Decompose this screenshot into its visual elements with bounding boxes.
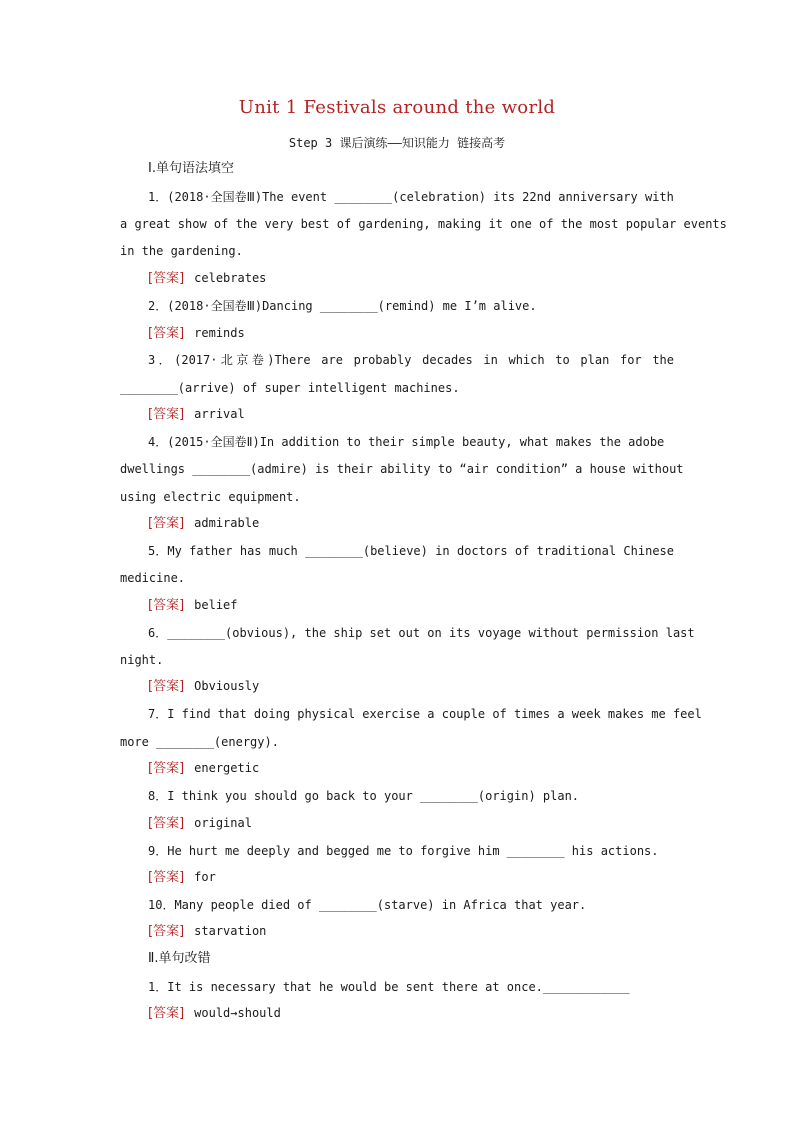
answer-value: arrival bbox=[194, 407, 245, 421]
answer-tag: [答案] bbox=[148, 679, 185, 694]
question-4-line-2: dwellings ________(admire) is their ability to “air condition” a house without bbox=[120, 462, 684, 476]
answer-tag: [答案] bbox=[148, 407, 185, 422]
answer-10 bbox=[148, 923, 266, 940]
page-subtitle: Step 3 课后演练——知识能力 链接高考 bbox=[288, 136, 506, 150]
answer-tag: [答案] bbox=[148, 761, 185, 776]
answer-5 bbox=[148, 597, 238, 614]
answer-tag: [答案] bbox=[148, 326, 185, 341]
answer-value: Obviously bbox=[194, 679, 260, 693]
answer-value: for bbox=[194, 870, 216, 884]
correction-answer-1 bbox=[148, 1005, 281, 1022]
question-7-line-1: 7．I find that doing physical exercise a couple of times a week makes me feel bbox=[148, 707, 702, 721]
question-1-line-1: 1．(2018·全国卷Ⅲ)The event ________(celebration) its 22nd anniversary with bbox=[148, 190, 674, 204]
answer-value: original bbox=[194, 816, 252, 830]
answer-3 bbox=[148, 406, 245, 423]
section-heading-1: Ⅰ.单句语法填空 bbox=[148, 161, 234, 176]
answer-value: reminds bbox=[194, 326, 245, 340]
question-4-line-3: using electric equipment. bbox=[120, 490, 301, 504]
question-1-line-3: in the gardening. bbox=[120, 244, 243, 258]
answer-tag: [答案] bbox=[148, 816, 185, 831]
answer-7 bbox=[148, 760, 259, 777]
answer-value: belief bbox=[194, 598, 238, 612]
question-3-line-2: ________(arrive) of super intelligent machines. bbox=[120, 381, 460, 395]
question-4-line-1: 4．(2015·全国卷Ⅱ)In addition to their simple beauty, what makes the adobe bbox=[148, 435, 665, 449]
question-1-line-2: a great show of the very best of gardening, making it one of the most popular events bbox=[120, 217, 727, 231]
answer-4 bbox=[148, 515, 259, 532]
answer-value: celebrates bbox=[194, 271, 267, 285]
answer-6 bbox=[148, 678, 259, 695]
question-10-line-1: 10．Many people died of ________(starve) in Africa that year. bbox=[148, 898, 587, 912]
answer-tag: [答案] bbox=[148, 924, 185, 939]
question-2-line-1: 2．(2018·全国卷Ⅲ)Dancing ________(remind) me I’m alive. bbox=[148, 299, 537, 313]
correction-1-line-1: 1．It is necessary that he would be sent there at once.____________ bbox=[148, 980, 630, 994]
answer-value: starvation bbox=[194, 924, 267, 938]
question-6-line-1: 6．________(obvious), the ship set out on its voyage without permission last bbox=[148, 626, 695, 640]
page-title: Unit 1 Festivals around the world bbox=[238, 97, 556, 118]
answer-tag: [答案] bbox=[148, 598, 185, 613]
question-7-line-2: more ________(energy). bbox=[120, 735, 279, 749]
question-5-line-1: 5．My father has much ________(believe) in doctors of traditional Chinese bbox=[148, 544, 674, 558]
answer-1 bbox=[148, 270, 266, 287]
answer-tag: [答案] bbox=[148, 516, 185, 531]
answer-8 bbox=[148, 815, 252, 832]
question-3-line-1: 3．(2017·北京卷)There are probably decades in which to plan for the bbox=[148, 353, 674, 367]
answer-value: admirable bbox=[194, 516, 260, 530]
answer-2 bbox=[148, 325, 245, 342]
answer-9 bbox=[148, 869, 216, 886]
question-5-line-2: medicine. bbox=[120, 571, 186, 585]
answer-value: energetic bbox=[194, 761, 260, 775]
question-9-line-1: 9．He hurt me deeply and begged me to forgive him ________ his actions. bbox=[148, 844, 659, 858]
answer-tag: [答案] bbox=[148, 870, 185, 885]
question-6-line-2: night. bbox=[120, 653, 164, 667]
question-8-line-1: 8．I think you should go back to your ________(origin) plan. bbox=[148, 789, 580, 803]
answer-tag: [答案] bbox=[148, 271, 185, 286]
section-heading-2: Ⅱ.单句改错 bbox=[148, 951, 211, 966]
answer-tag: [答案] bbox=[148, 1006, 185, 1021]
answer-value: would→should bbox=[194, 1006, 281, 1020]
